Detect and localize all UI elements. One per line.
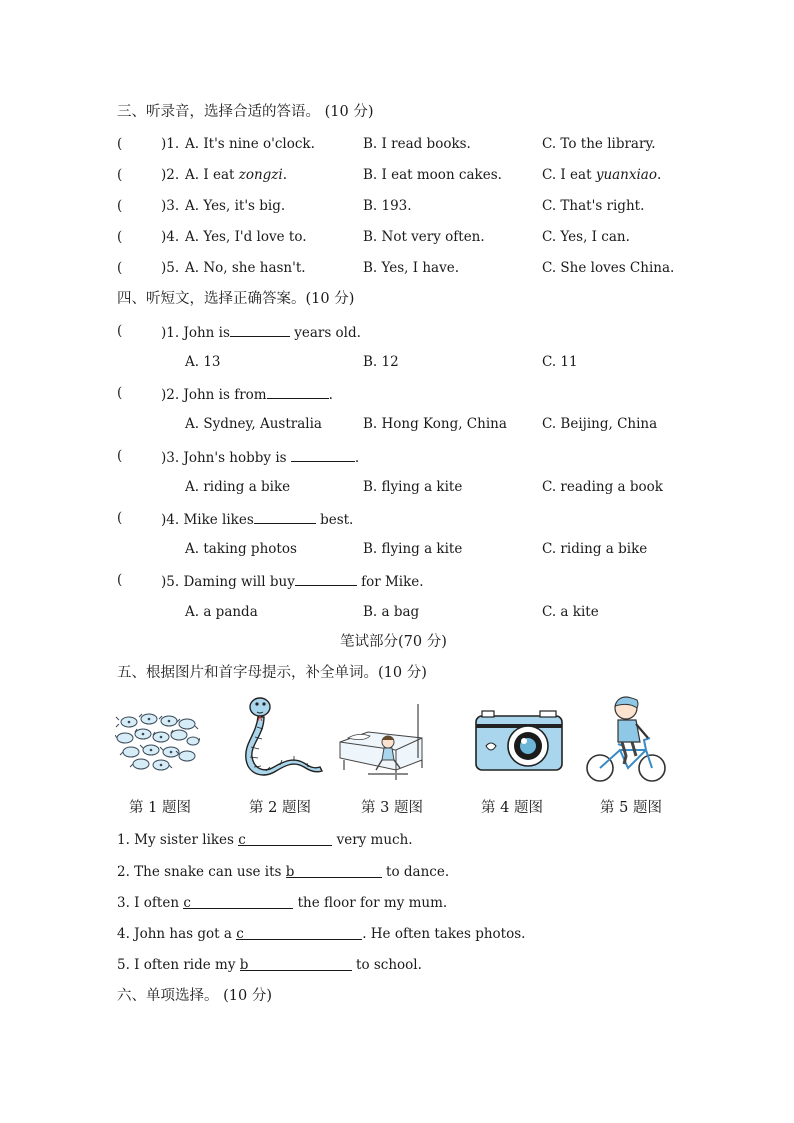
- blank-line: [291, 448, 355, 462]
- option-c: C. Yes, I can.: [542, 229, 630, 245]
- option-a: A. riding a bike: [185, 479, 291, 495]
- option-c: C. She loves China.: [542, 260, 675, 276]
- option-a: A. taking photos: [185, 541, 297, 557]
- answer-paren: (: [117, 510, 123, 526]
- option-c: C. That's right.: [542, 198, 645, 214]
- option-a: A. Sydney, Australia: [185, 416, 322, 432]
- question-text: )3. John's hobby is .: [161, 450, 360, 466]
- option-b: B. I read books.: [363, 136, 471, 152]
- option-c: C. riding a bike: [542, 541, 648, 557]
- option-c: C. reading a book: [542, 479, 663, 495]
- section-3-title: 三、听录音，选择合适的答语。 (10 分): [117, 104, 374, 120]
- option-c: C. Beijing, China: [542, 416, 658, 432]
- question-text: )5. Daming will buy for Mike.: [161, 574, 424, 590]
- section-5-title: 五、根据图片和首字母提示，补全单词。(10 分): [117, 665, 427, 681]
- answer-blank: c: [236, 926, 362, 940]
- question-number: )3.: [161, 198, 180, 214]
- picture-label-5: 第 5 题图: [600, 800, 662, 816]
- fill-item-4: 4. John has got a c . He often takes photos.: [117, 926, 526, 942]
- option-b: B. a bag: [363, 604, 420, 620]
- answer-paren: (: [117, 572, 123, 588]
- picture-label-3: 第 3 题图: [361, 800, 423, 816]
- fill-item-5: 5. I often ride my b to school.: [117, 957, 422, 973]
- option-a: A. No, she hasn't.: [185, 260, 306, 276]
- camera-picture: [474, 710, 566, 772]
- answer-paren: (: [117, 448, 123, 464]
- answer-paren: (: [117, 167, 123, 183]
- blank-line: [267, 385, 329, 399]
- question-text: )1. John is years old.: [161, 325, 361, 341]
- answer-paren: (: [117, 260, 123, 276]
- answer-blank: b: [240, 957, 352, 971]
- section-6-title: 六、单项选择。 (10 分): [117, 988, 272, 1004]
- blank-line: [254, 510, 316, 524]
- answer-paren: (: [117, 323, 123, 339]
- option-b: B. 193.: [363, 198, 412, 214]
- bike-picture: [584, 694, 670, 786]
- option-c: C. To the library.: [542, 136, 656, 152]
- question-number: )5.: [161, 260, 180, 276]
- option-b: B. Yes, I have.: [363, 260, 460, 276]
- option-a: A. I eat zongzi.: [185, 167, 288, 183]
- question-text: )4. Mike likes best.: [161, 512, 354, 528]
- option-a: A. Yes, it's big.: [185, 198, 286, 214]
- option-c: C. 11: [542, 354, 578, 370]
- answer-blank: b: [286, 864, 382, 878]
- picture-label-1: 第 1 题图: [129, 800, 191, 816]
- option-c: C. I eat yuanxiao.: [542, 167, 662, 183]
- answer-paren: (: [117, 136, 123, 152]
- option-b: B. I eat moon cakes.: [363, 167, 502, 183]
- option-b: B. flying a kite: [363, 479, 463, 495]
- option-a: A. Yes, I'd love to.: [185, 229, 307, 245]
- answer-blank: c: [183, 895, 293, 909]
- answer-paren: (: [117, 385, 123, 401]
- fill-item-3: 3. I often c the floor for my mum.: [117, 895, 448, 911]
- section-4-title: 四、听短文，选择正确答案。(10 分): [117, 291, 355, 307]
- candies-picture: [115, 710, 200, 772]
- picture-label-2: 第 2 题图: [249, 800, 311, 816]
- fill-item-2: 2. The snake can use its b to dance.: [117, 864, 450, 880]
- question-number: )4.: [161, 229, 180, 245]
- option-c: C. a kite: [542, 604, 599, 620]
- option-a: A. a panda: [185, 604, 258, 620]
- question-number: )2.: [161, 167, 180, 183]
- blank-line: [230, 323, 290, 337]
- option-a: A. 13: [185, 354, 221, 370]
- written-part-heading: 笔试部分(70 分): [340, 634, 447, 650]
- option-b: B. Not very often.: [363, 229, 485, 245]
- picture-label-4: 第 4 题图: [481, 800, 543, 816]
- cleaning-picture: [338, 702, 428, 782]
- answer-paren: (: [117, 198, 123, 214]
- fill-item-1: 1. My sister likes c very much.: [117, 832, 413, 848]
- question-text: )2. John is from .: [161, 387, 333, 403]
- answer-paren: (: [117, 229, 123, 245]
- option-b: B. Hong Kong, China: [363, 416, 507, 432]
- question-number: )1.: [161, 136, 180, 152]
- option-b: B. flying a kite: [363, 541, 463, 557]
- option-b: B. 12: [363, 354, 399, 370]
- option-a: A. It's nine o'clock.: [185, 136, 315, 152]
- blank-line: [295, 572, 357, 586]
- answer-blank: c: [238, 832, 332, 846]
- snake-picture: [236, 695, 326, 787]
